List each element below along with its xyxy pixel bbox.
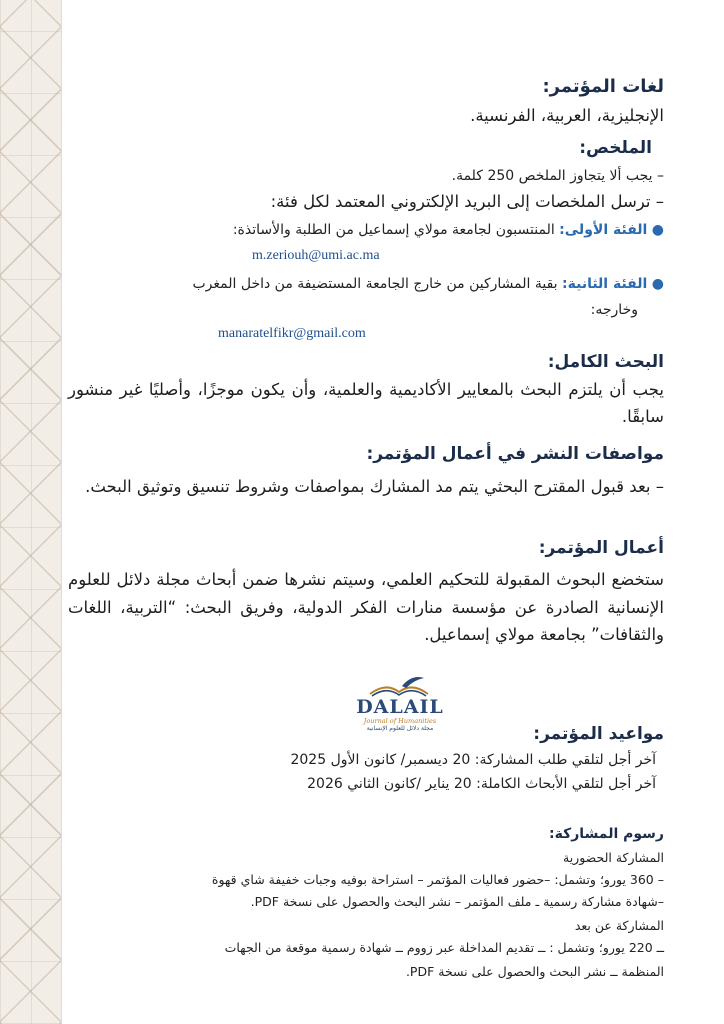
abstract-word-limit: – يجب ألا يتجاوز الملخص 250 كلمة. (451, 168, 664, 184)
abstract-heading: الملخص: (579, 138, 652, 158)
publication-specs-heading: مواصفات النشر في أعمال المؤتمر: (366, 444, 664, 464)
fees-remote-label: المشاركة عن بعد (574, 918, 664, 933)
category-two-item (192, 276, 664, 292)
logo-wordmark: DALAIL (356, 696, 444, 718)
category-one-text: المنتسبون لجامعة مولاي إسماعيل من الطلبة والأساتذة: (232, 222, 560, 238)
dates-participation-deadline: آخر أجل لتلقي طلب المشاركة: 20 ديسمبر/ كانون الأول 2025 (290, 752, 656, 768)
bullet-icon: ● (651, 222, 664, 238)
category-two-label: الفئة الثانية: (562, 276, 648, 292)
abstract-submission-note: – ترسل الملخصات إلى البريد الإلكتروني المعتمد لكل فئة: (270, 192, 664, 211)
dates-heading: مواعيد المؤتمر: (533, 724, 664, 744)
fees-inperson-line1: – 360 يورو؛ وتشمل: –حضور فعاليات المؤتمر – استراحة بوفيه وجبات خفيفة شاي قهوة (211, 872, 664, 887)
category-one-item (233, 222, 664, 238)
fees-remote-line1: ــ 220 يورو؛ وتشمل : ــ تقديم المداخلة عبر زووم ــ شهادة رسمية موقعة من الجهات (224, 940, 664, 955)
full-paper-text: يجب أن يلتزم البحث بالمعايير الأكاديمية والعلمية، وأن يكون موجزًا، وأصليًا غير منشور سابقًا. (68, 380, 664, 426)
category-two-text-continued: وخارجه: (590, 302, 638, 318)
fees-heading: رسوم المشاركة: (549, 826, 664, 842)
category-one-email-link[interactable]: m.zeriouh@umi.ac.ma (252, 248, 380, 263)
proceedings-heading: أعمال المؤتمر: (538, 538, 664, 558)
fees-inperson-line2: –شهادة مشاركة رسمية ـ ملف المؤتمر – نشر البحث والحصول على نسخة PDF. (250, 894, 664, 909)
decorative-pattern-border (0, 0, 62, 1024)
languages-heading: لغات المؤتمر: (542, 76, 664, 97)
logo-subtitle-arabic: مجلة دلائل للعلوم الإنسانية (366, 725, 434, 732)
category-two-text: بقية المشاركين من خارج الجامعة المستضيفة من داخل المغرب (192, 276, 563, 292)
dates-full-paper-deadline: آخر أجل لتلقي الأبحاث الكاملة: 20 يناير /كانون الثاني 2026 (307, 776, 656, 792)
category-one-label: الفئة الأولى: (559, 222, 648, 238)
fees-inperson-label: المشاركة الحضورية (563, 850, 664, 865)
logo-subtitle-english: Journal of Humanities (363, 717, 437, 725)
publication-specs-text: – بعد قبول المقترح البحثي يتم مد المشارك بمواصفات وشروط تنسيق وتوثيق البحث. (85, 477, 664, 496)
category-two-email-link[interactable]: manaratelfikr@gmail.com (218, 326, 366, 341)
bullet-icon: ● (651, 276, 664, 292)
fees-remote-line2: المنظمة ــ نشر البحث والحصول على نسخة PDF. (405, 964, 664, 979)
dalail-journal-logo (330, 672, 470, 736)
full-paper-heading: البحث الكامل: (547, 352, 664, 372)
book-icon (364, 672, 434, 698)
languages-text: الإنجليزية، العربية، الفرنسية. (470, 106, 664, 125)
proceedings-text: ستخضع البحوث المقبولة للتحكيم العلمي، وسيتم نشرها ضمن أبحاث مجلة دلائل للعلوم الإنسانية الصادرة عن مؤسسة منارات الفكر الدولية، وفريق البحث: “التربية، اللغات والثقافات” بجامعة مولاي إسماعيل. (68, 570, 664, 644)
document-page (62, 0, 724, 1024)
